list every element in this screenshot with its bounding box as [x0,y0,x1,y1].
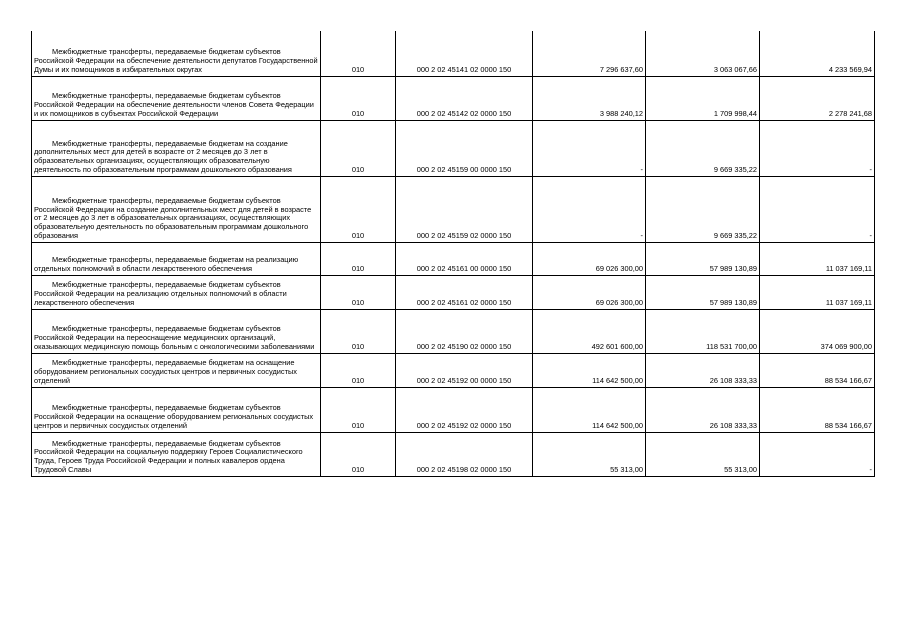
row-code: 010 [321,120,396,176]
row-name-cell [32,120,321,176]
row-unexecuted: 11 037 169,11 [760,275,875,309]
table-row [32,176,875,242]
row-code: 010 [321,31,396,76]
row-name: Межбюджетные трансферты, передаваемые бюджетам субъектов Российской Федерации на обеспечение деятельности депутатов Государственной Думы и их помощников в избирательных округах [34,47,318,74]
budget-table-body [32,31,875,476]
row-code: 010 [321,242,396,275]
row-unexecuted: 88 534 166,67 [760,353,875,387]
row-name-cell [32,387,321,432]
row-name: Межбюджетные трансферты, передаваемые бюджетам субъектов Российской Федерации на социальную поддержку Героев Социалистического Труда, Героев Труда Российской Федерации и полных кавалеров ордена Трудовой Славы [34,438,303,474]
row-name: Межбюджетные трансферты, передаваемые бюджетам субъектов Российской Федерации на переоснащение медицинских организаций, оказывающих медицинскую помощь больным с онкологическими заболеваниями [34,324,315,351]
row-approved: - [533,176,646,242]
budget-table [31,31,875,477]
row-name: Межбюджетные трансферты, передаваемые бюджетам на оснащение оборудованием региональных сосудистых центров и первичных сосудистых отделений [34,358,297,385]
row-executed: 57 989 130,89 [646,242,760,275]
row-kbk: 000 2 02 45198 02 0000 150 [396,432,533,476]
row-name: Межбюджетные трансферты, передаваемые бюджетам субъектов Российской Федерации на оснащение оборудованием региональных сосудистых центров и первичных сосудистых отделений [34,403,314,430]
row-kbk: 000 2 02 45192 02 0000 150 [396,387,533,432]
row-kbk: 000 2 02 45141 02 0000 150 [396,31,533,76]
row-unexecuted: 2 278 241,68 [760,76,875,120]
table-row [32,309,875,353]
table-row [32,242,875,275]
row-name: Межбюджетные трансферты, передаваемые бюджетам на создание дополнительных мест для детей в возрасте от 2 месяцев до 3 лет в образовательных организациях, осуществляющих образовательную деятельность по образовательным программам дошкольного образования [34,138,292,174]
row-executed: 9 669 335,22 [646,176,760,242]
row-code: 010 [321,432,396,476]
row-name-cell [32,242,321,275]
row-kbk: 000 2 02 45159 00 0000 150 [396,120,533,176]
row-name-cell [32,309,321,353]
row-kbk: 000 2 02 45192 00 0000 150 [396,353,533,387]
row-code: 010 [321,387,396,432]
table-row [32,275,875,309]
row-approved: 3 988 240,12 [533,76,646,120]
row-name: Межбюджетные трансферты, передаваемые бюджетам субъектов Российской Федерации на реализацию отдельных полномочий в области лекарственного обеспечения [34,280,287,307]
row-unexecuted: - [760,120,875,176]
row-approved: 69 026 300,00 [533,275,646,309]
row-executed: 55 313,00 [646,432,760,476]
table-row [32,432,875,476]
row-name-cell [32,176,321,242]
row-executed: 1 709 998,44 [646,76,760,120]
row-unexecuted: 4 233 569,94 [760,31,875,76]
row-executed: 3 063 067,66 [646,31,760,76]
row-unexecuted: - [760,176,875,242]
row-kbk: 000 2 02 45161 02 0000 150 [396,275,533,309]
row-approved: 114 642 500,00 [533,353,646,387]
row-unexecuted: 88 534 166,67 [760,387,875,432]
row-executed: 118 531 700,00 [646,309,760,353]
row-unexecuted: 374 069 900,00 [760,309,875,353]
row-approved: - [533,120,646,176]
row-approved: 69 026 300,00 [533,242,646,275]
row-code: 010 [321,275,396,309]
row-approved: 55 313,00 [533,432,646,476]
row-kbk: 000 2 02 45161 00 0000 150 [396,242,533,275]
row-code: 010 [321,353,396,387]
row-approved: 492 601 600,00 [533,309,646,353]
row-kbk: 000 2 02 45142 02 0000 150 [396,76,533,120]
table-row [32,76,875,120]
row-kbk: 000 2 02 45159 02 0000 150 [396,176,533,242]
row-name: Межбюджетные трансферты, передаваемые бюджетам на реализацию отдельных полномочий в области лекарственного обеспечения [34,255,299,273]
row-approved: 7 296 637,60 [533,31,646,76]
row-name-cell [32,31,321,76]
table-row [32,353,875,387]
row-executed: 26 108 333,33 [646,353,760,387]
row-unexecuted: 11 037 169,11 [760,242,875,275]
row-name: Межбюджетные трансферты, передаваемые бюджетам субъектов Российской Федерации на обеспечение деятельности членов Совета Федерации и их помощников в субъектах Российской Федерации [34,91,314,118]
row-unexecuted: - [760,432,875,476]
row-code: 010 [321,76,396,120]
row-name-cell [32,353,321,387]
row-name-cell [32,275,321,309]
row-code: 010 [321,309,396,353]
row-executed: 9 669 335,22 [646,120,760,176]
table-row [32,31,875,76]
row-code: 010 [321,176,396,242]
row-executed: 57 989 130,89 [646,275,760,309]
row-approved: 114 642 500,00 [533,387,646,432]
row-name-cell [32,432,321,476]
table-row [32,120,875,176]
row-name-cell [32,76,321,120]
row-executed: 26 108 333,33 [646,387,760,432]
table-row [32,387,875,432]
row-name: Межбюджетные трансферты, передаваемые бюджетам субъектов Российской Федерации на создание дополнительных мест для детей в возрасте от 2 месяцев до 3 лет в образовательных организациях, осуществляющих образовательную деятельность по образовательным программам дошкольного образования [34,195,312,240]
row-kbk: 000 2 02 45190 02 0000 150 [396,309,533,353]
